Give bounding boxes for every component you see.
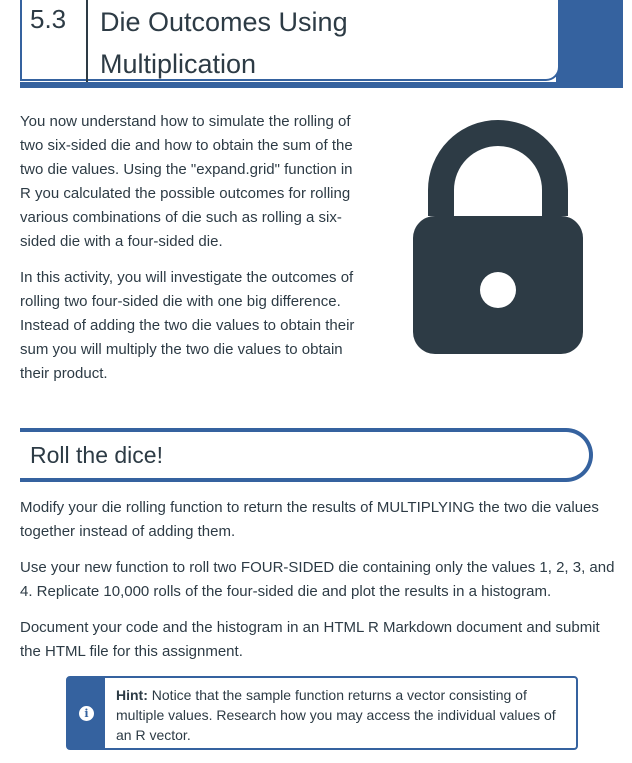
header-divider xyxy=(86,0,88,82)
instruction-paragraph-1: Modify your die rolling function to return the results of MULTIPLYING the two die values together instead of adding them. xyxy=(20,499,599,540)
hint-box xyxy=(66,676,578,750)
header-accent-block xyxy=(556,0,623,84)
intro-text xyxy=(20,110,365,398)
hint-text xyxy=(116,685,556,745)
intro-paragraph-1: You now understand how to simulate the rolling of two six-sided die and how to obtain the sum of the two die values. Using the "expand.grid" function in R you calculated the possible outcomes for rolling various combinations of die such as rolling a six-sided die with a four-sided die. xyxy=(20,113,353,250)
instruction-paragraph-2: Use your new function to roll two FOUR-SIDED die containing only the values 1, 2, 3, and 4. Replicate 10,000 rolls of the four-sided die and plot the results in a histogram. xyxy=(20,559,615,600)
intro-paragraph-2: In this activity, you will investigate the outcomes of rolling two four-sided die with one big difference. Instead of adding the two die values to obtain their sum you will multiply the two die values to obtain their product. xyxy=(20,269,355,382)
lock-icon xyxy=(413,116,583,356)
instructions xyxy=(20,496,620,676)
info-icon: i xyxy=(79,706,94,721)
instruction-paragraph-3: Document your code and the histogram in an HTML R Markdown document and submit the HTML file for this assignment. xyxy=(20,619,600,660)
page-title: Die Outcomes Using Multiplication xyxy=(100,7,348,79)
hint-body: Notice that the sample function returns a vector consisting of multiple values. Research how you may access the individual values of an R vector. xyxy=(116,687,556,743)
section-number: 5.3 xyxy=(30,4,67,34)
section-title: Roll the dice! xyxy=(30,442,163,468)
hint-label: Hint: xyxy=(116,687,148,703)
